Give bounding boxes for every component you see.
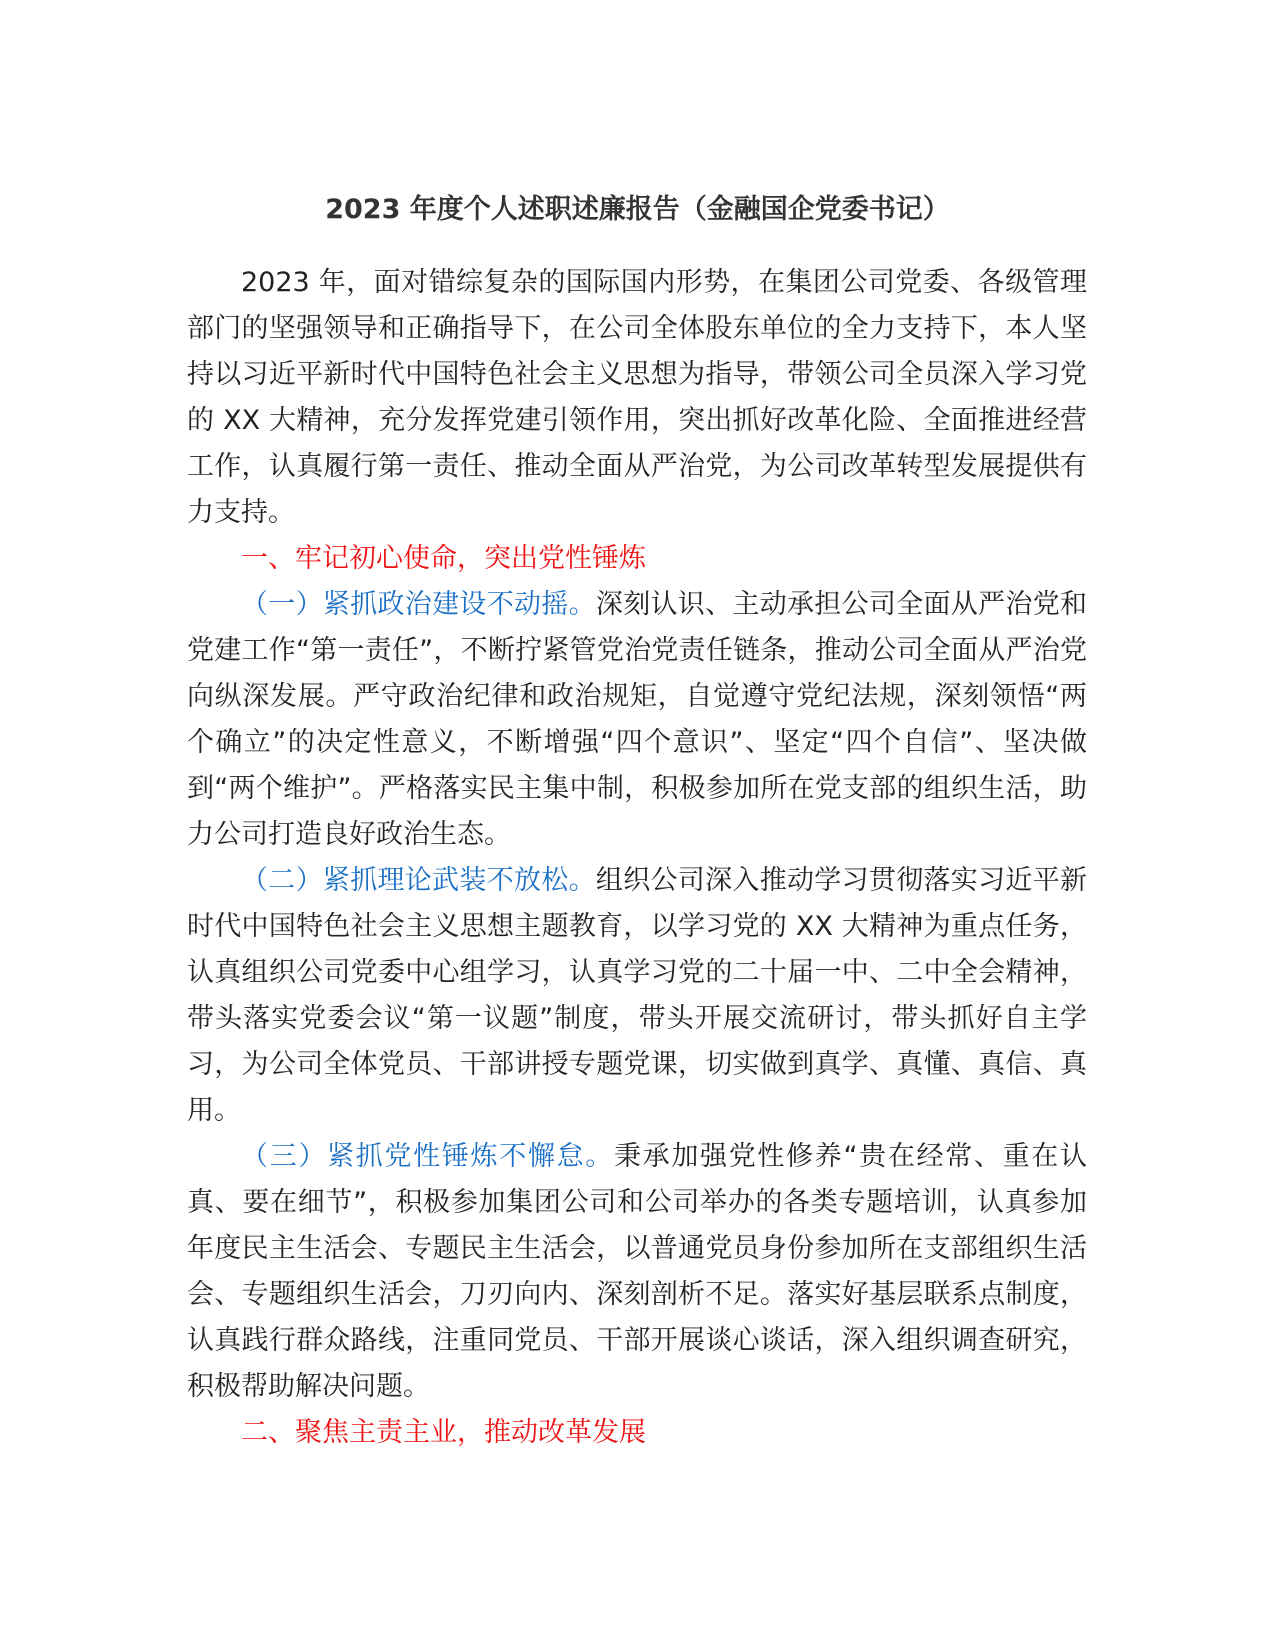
section-1-item-3-text: 秉承加强党性修养“贵在经常、重在认真、要在细节”，积极参加集团公司和公司举办的各类专题培训，认真参加年度民主生活会、专题民主生活会，以普通党员身份参加所在支部组织生活会、专题组织生活会，刀刃向内、深刻剖析不足。落实好基层联系点制度，认真践行群众路线，注重同党员、干部开展谈心谈话，深入组织调查研究，积极帮助解决问题。 xyxy=(187,1141,1087,1402)
section-1-heading: 一、牢记初心使命，突出党性锤炼 xyxy=(241,543,646,574)
section-2-heading: 二、聚焦主责主业，推动改革发展 xyxy=(241,1417,646,1448)
document-body xyxy=(187,260,1087,1456)
document-title: 2023 年度个人述职述廉报告（金融国企党委书记） xyxy=(325,194,950,225)
section-1-item-1 xyxy=(187,582,1087,858)
section-1-item-2 xyxy=(187,858,1087,1134)
section-1-item-3-label: （三）紧抓党性锤炼不懈怠。 xyxy=(241,1141,614,1172)
section-1-item-2-text: 组织公司深入推动学习贯彻落实习近平新时代中国特色社会主义思想主题教育，以学习党的 XX 大精神为重点任务，认真组织公司党委中心组学习，认真学习党的二十届一中、二中全会精神，带头落实党委会议“第一议题”制度，带头开展交流研讨，带头抓好自主学习，为公司全体党员、干部讲授专题党课，切实做到真学、真懂、真信、真用。 xyxy=(187,865,1088,1126)
section-1-item-1-label: （一）紧抓政治建设不动摇。 xyxy=(241,589,596,620)
section-1-item-2-label: （二）紧抓理论武装不放松。 xyxy=(241,865,596,896)
intro-paragraph: 2023 年，面对错综复杂的国际国内形势，在集团公司党委、各级管理部门的坚强领导和正确指导下，在公司全体股东单位的全力支持下，本人坚持以习近平新时代中国特色社会主义思想为指导，带领公司全员深入学习党的 XX 大精神，充分发挥党建引领作用，突出抓好改革化险、全面推进经营工作，认真履行第一责任、推动全面从严治党，为公司改革转型发展提供有力支持。 xyxy=(187,267,1087,528)
section-1-item-1-text: 深刻认识、主动承担公司全面从严治党和党建工作“第一责任”，不断拧紧管党治党责任链条，推动公司全面从严治党向纵深发展。严守政治纪律和政治规矩，自觉遵守党纪法规，深刻领悟“两个确立”的决定性意义，不断增强“四个意识”、坚定“四个自信”、坚决做到“两个维护”。严格落实民主集中制，积极参加所在党支部的组织生活，助力公司打造良好政治生态。 xyxy=(187,589,1088,850)
section-1-item-3 xyxy=(187,1134,1087,1410)
